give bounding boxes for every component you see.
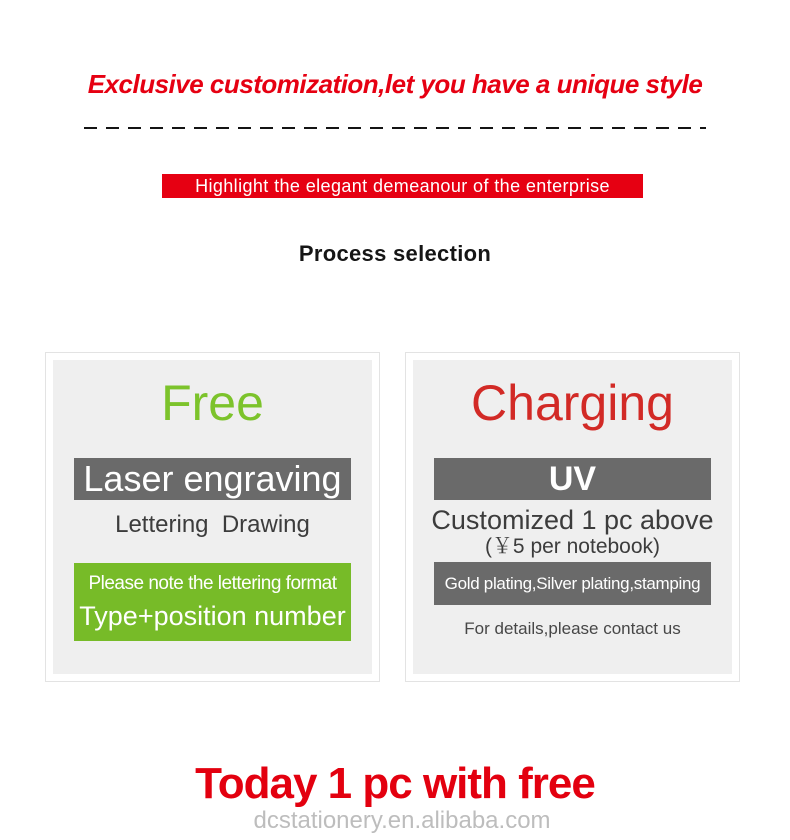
store-watermark: dcstationery.en.alibaba.com	[253, 807, 551, 834]
free-heading: Free	[161, 375, 264, 431]
charging-condition: Customized 1 pc above	[431, 505, 714, 535]
dashed-divider	[84, 127, 706, 129]
lettering-note-box	[74, 563, 351, 641]
uv-band: UV	[434, 458, 711, 500]
enterprise-banner: Highlight the elegant demeanour of the enterprise	[162, 174, 643, 198]
charging-price-note: (￥5 per notebook)	[484, 535, 661, 558]
note-line-2: Type+position number	[79, 601, 346, 631]
process-cards	[45, 352, 741, 682]
laser-engraving-band: Laser engraving	[74, 458, 351, 500]
free-options: Lettering Drawing	[115, 511, 310, 538]
section-title: Process selection	[298, 241, 492, 266]
main-title: Exclusive customization,let you have a unique style	[87, 69, 703, 99]
charging-card	[405, 352, 740, 682]
charging-heading: Charging	[471, 375, 674, 431]
free-card	[45, 352, 380, 682]
footer-title: Today 1 pc with free	[195, 759, 595, 808]
note-line-1: Please note the lettering format	[88, 573, 337, 594]
contact-note: For details,please contact us	[464, 619, 681, 638]
free-card-panel	[53, 360, 372, 674]
charging-card-panel	[413, 360, 732, 674]
plating-options-band: Gold plating,Silver plating,stamping	[434, 562, 711, 605]
